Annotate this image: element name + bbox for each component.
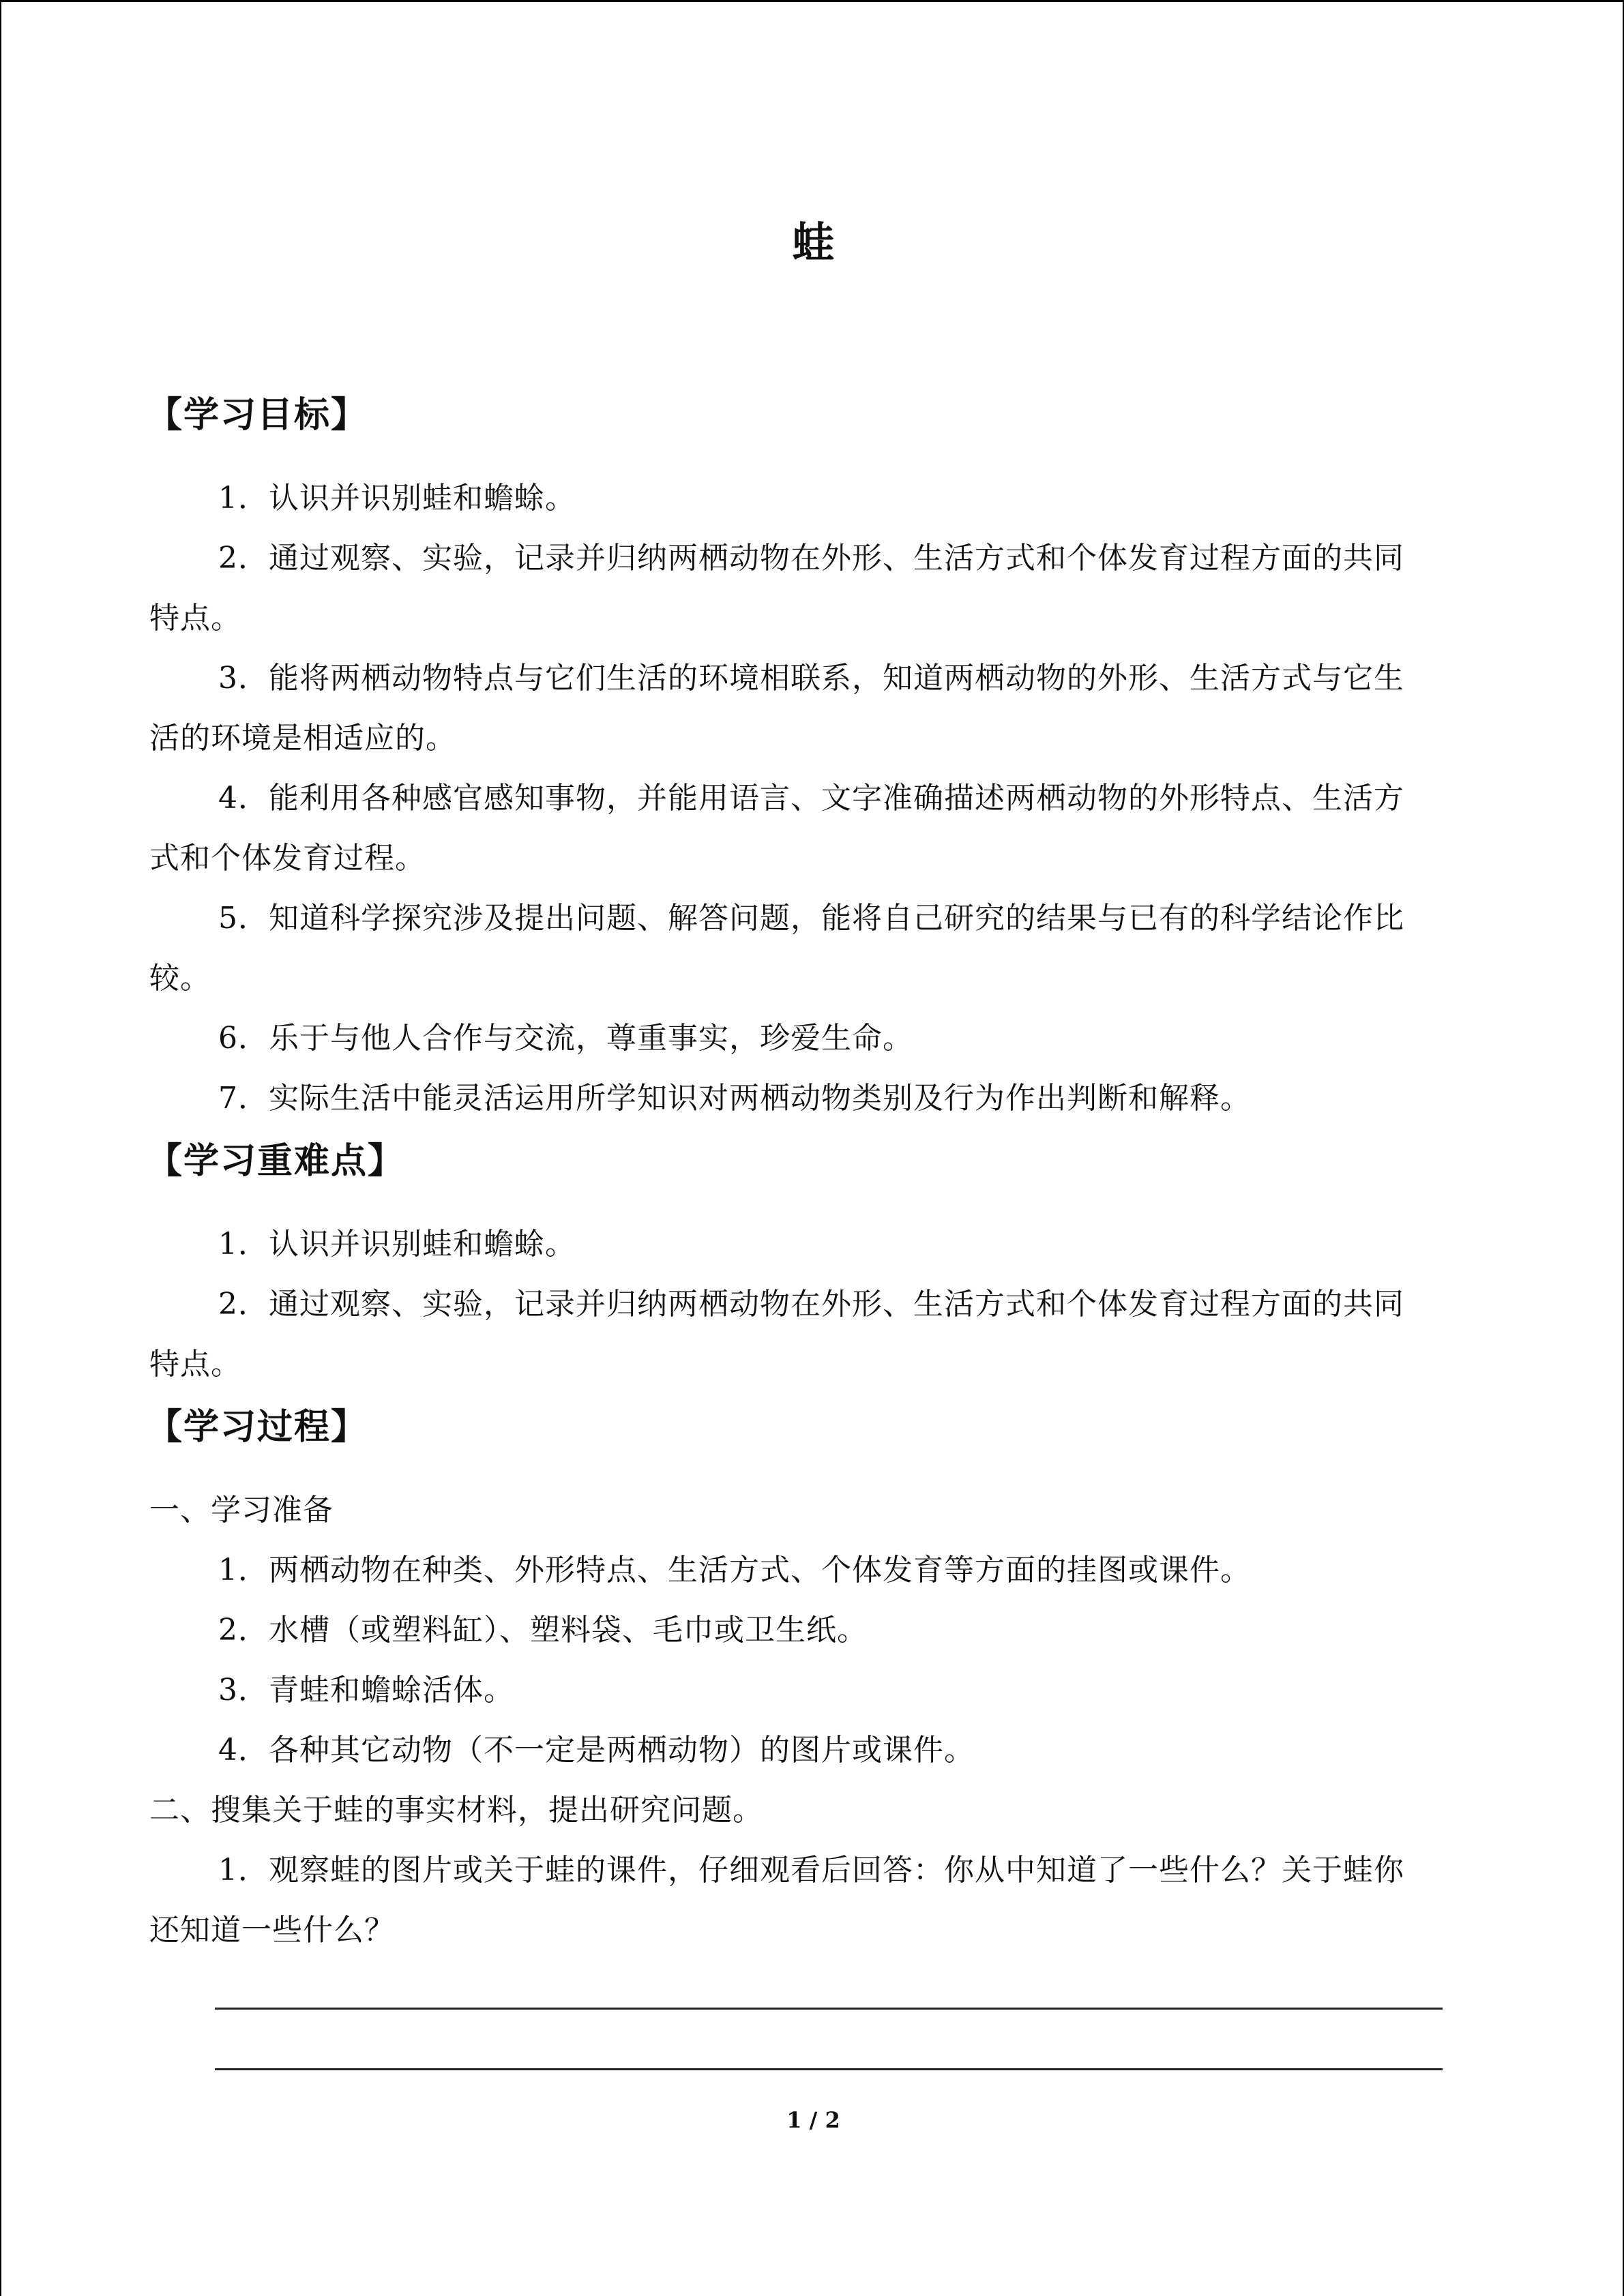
section-heading-key-points: 【学习重难点】 [147,1141,405,1182]
section-heading-process: 【学习过程】 [147,1407,368,1448]
objective-line-3: 3．能将两栖动物特点与它们生活的环境相联系，知道两栖动物的外形、生活方式与它生 [218,661,1404,696]
objective-line-2: 2．通过观察、实验，记录并归纳两栖动物在外形、生活方式和个体发育过程方面的共同 [218,541,1404,576]
objective-line-2-cont: 特点。 [149,601,241,636]
objective-line-1: 1．认识并识别蛙和蟾蜍。 [218,481,576,516]
page-number: 1 / 2 [786,2107,840,2133]
answer-line [215,2008,1443,2010]
process-line-2: 2．水槽（或塑料缸）、塑料袋、毛巾或卫生纸。 [218,1613,868,1648]
process-line-3: 3．青蛙和蟾蜍活体。 [218,1673,514,1708]
objective-line-6: 6．乐于与他人合作与交流，尊重事实，珍爱生命。 [218,1021,913,1056]
process-line-4: 4．各种其它动物（不一定是两栖动物）的图片或课件。 [218,1733,975,1768]
process-subheading-collect: 二、搜集关于蛙的事实材料，提出研究问题。 [149,1793,763,1828]
objective-line-3-cont: 活的环境是相适应的。 [149,721,456,756]
objective-line-4-cont: 式和个体发育过程。 [149,841,426,876]
key-point-line-2: 2．通过观察、实验，记录并归纳两栖动物在外形、生活方式和个体发育过程方面的共同 [218,1287,1404,1322]
answer-line [215,2068,1443,2070]
objective-line-7: 7．实际生活中能灵活运用所学知识对两栖动物类别及行为作出判断和解释。 [218,1081,1251,1116]
document-title: 蛙 [792,218,835,267]
objective-line-5: 5．知道科学探究涉及提出问题、解答问题，能将自己研究的结果与已有的科学结论作比 [218,901,1404,936]
process-question-1: 1．观察蛙的图片或关于蛙的课件，仔细观看后回答：你从中知道了一些什么？关于蛙你 [218,1853,1404,1888]
objective-line-5-cont: 较。 [149,961,211,996]
process-subheading-preparation: 一、学习准备 [149,1493,334,1527]
objective-line-4: 4．能利用各种感官感知事物，并能用语言、文字准确描述两栖动物的外形特点、生活方 [218,781,1404,816]
process-line-1: 1．两栖动物在种类、外形特点、生活方式、个体发育等方面的挂图或课件。 [218,1553,1251,1587]
key-point-line-1: 1．认识并识别蛙和蟾蜍。 [218,1227,576,1262]
process-question-1-cont: 还知道一些什么？ [149,1913,395,1948]
section-heading-objectives: 【学习目标】 [147,395,368,436]
key-point-line-2-cont: 特点。 [149,1347,241,1382]
